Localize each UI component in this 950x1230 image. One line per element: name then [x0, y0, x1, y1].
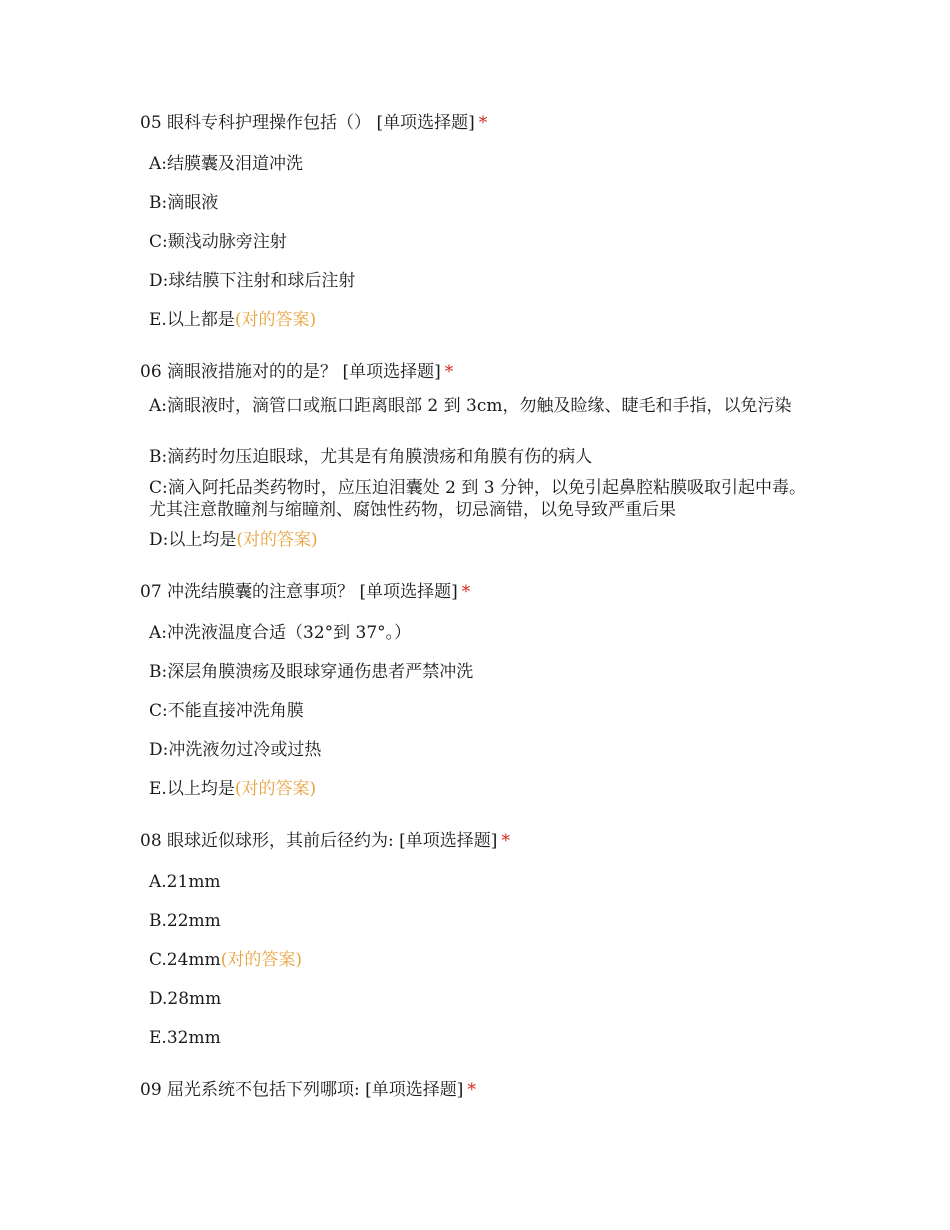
- option-item: [149, 193, 218, 213]
- question-title-text: 09 屈光系统不包括下列哪项: [单项选择题]: [140, 1080, 464, 1100]
- option-item: [149, 477, 809, 521]
- option-text: D:球结膜下注射和球后注射: [149, 271, 356, 291]
- option-text: B.22mm: [149, 911, 221, 931]
- question-title-text: 07 冲洗结膜囊的注意事项？ [单项选择题]: [140, 582, 458, 602]
- question-title: [140, 1080, 476, 1100]
- option-item: [149, 950, 302, 970]
- option-item: [149, 232, 287, 252]
- option-item: [149, 662, 473, 682]
- option-text: E.以上均是: [149, 779, 235, 799]
- option-item: [149, 989, 221, 1009]
- option-item: [149, 154, 303, 174]
- option-text: A:冲洗液温度合适（32°到 37°。）: [149, 623, 412, 643]
- option-item: [149, 623, 411, 643]
- question-title-text: 05 眼科专科护理操作包括（） [单项选择题]: [140, 113, 475, 133]
- option-text: A:滴眼液时，滴管口或瓶口距离眼部 2 到 3cm，勿触及睑缘、睫毛和手指，以免污染: [149, 396, 792, 416]
- option-text: B:深层角膜溃疡及眼球穿通伤患者严禁冲洗: [149, 662, 474, 682]
- option-text: D:以上均是: [149, 530, 237, 550]
- option-item: [149, 447, 592, 467]
- option-item: [149, 395, 809, 417]
- option-text: C:不能直接冲洗角膜: [149, 701, 304, 721]
- option-item: [149, 530, 318, 550]
- question-title: [140, 113, 487, 133]
- option-text: D.28mm: [149, 989, 222, 1009]
- option-text: C.24mm: [149, 950, 221, 970]
- correct-answer-tag: (对的答案): [234, 310, 317, 330]
- question-title: [140, 362, 453, 382]
- option-text: D:冲洗液勿过冷或过热: [149, 740, 322, 760]
- option-text: E.以上都是: [149, 310, 235, 330]
- option-item: [149, 779, 316, 799]
- question-title: [140, 831, 510, 851]
- question-title-text: 08 眼球近似球形，其前后径约为: [单项选择题]: [140, 831, 498, 851]
- required-star: *: [444, 362, 454, 382]
- option-text: A:结膜囊及泪道冲洗: [149, 154, 304, 174]
- option-item: [149, 701, 304, 721]
- required-star: *: [461, 582, 471, 602]
- option-text: C:滴入阿托品类药物时，应压迫泪囊处 2 到 3 分钟，以免引起鼻腔粘膜吸取引起中毒。尤其注意散瞳剂与缩瞳剂、腐蚀性药物，切忌滴错，以免导致严重后果: [149, 478, 806, 520]
- option-text: B:滴药时勿压迫眼球，尤其是有角膜溃疡和角膜有伤的病人: [149, 447, 593, 467]
- option-item: [149, 740, 321, 760]
- correct-answer-tag: (对的答案): [236, 530, 318, 550]
- question-title-text: 06 滴眼液措施对的的是？ [单项选择题]: [140, 362, 441, 382]
- option-item: [149, 271, 355, 291]
- option-item: [149, 872, 221, 892]
- option-text: E.32mm: [149, 1028, 221, 1048]
- option-item: [149, 310, 316, 330]
- question-title: [140, 582, 470, 602]
- option-item: [149, 911, 221, 931]
- option-text: B:滴眼液: [149, 193, 219, 213]
- correct-answer-tag: (对的答案): [234, 779, 317, 799]
- required-star: *: [467, 1080, 476, 1100]
- required-star: *: [478, 113, 488, 133]
- option-item: [149, 1028, 221, 1048]
- correct-answer-tag: (对的答案): [220, 950, 302, 970]
- option-text: C:颞浅动脉旁注射: [149, 232, 287, 252]
- option-text: A.21mm: [149, 872, 221, 892]
- required-star: *: [501, 831, 510, 851]
